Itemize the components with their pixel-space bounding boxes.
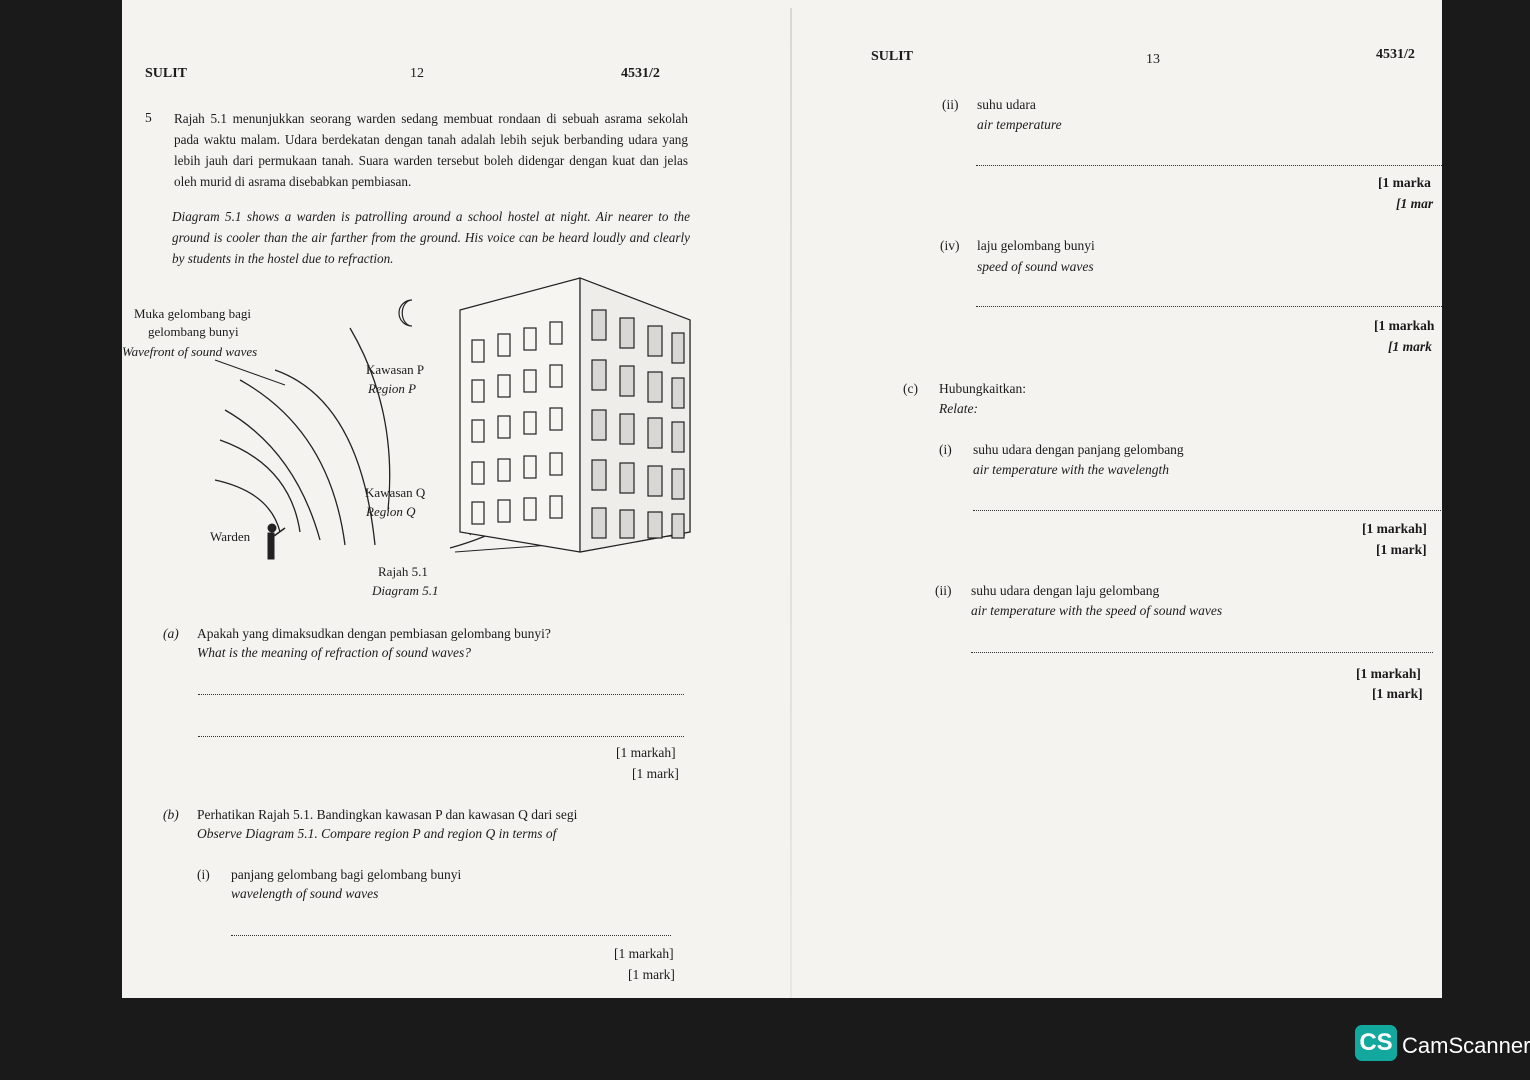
page-fold: [790, 8, 792, 998]
part-a-english: What is the meaning of refraction of sound waves?: [197, 645, 471, 660]
part-c-ii-english: air temperature with the speed of sound waves: [971, 603, 1223, 618]
left-header-code: 4531/2: [621, 66, 660, 81]
part-a-label: (a): [163, 626, 179, 641]
wavefront-3: [275, 370, 375, 545]
hostel-building-icon: [460, 278, 690, 552]
intro-english: Diagram 5.1 shows a warden is patrolling around a school hostel at night. Air nearer to the ground is cooler than the air farther from the ground. His voice can be heard loudly and clearly by students in the hostel due to refraction.: [172, 209, 690, 266]
part-b-i-english: wavelength of sound waves: [231, 886, 379, 901]
wavefront-1: [225, 410, 320, 540]
part-c-ii-mark-malay: [1 markah]: [1356, 666, 1421, 681]
sub-iv-english: speed of sound waves: [977, 259, 1094, 274]
wavefront-5: [220, 440, 300, 532]
sub-iv-malay: laju gelombang bunyi: [977, 238, 1095, 253]
warden-icon: [268, 524, 285, 559]
wavefront-label-english: Wavefront of sound waves: [122, 344, 258, 359]
right-header-code: 4531/2: [1376, 47, 1415, 62]
part-c-i-label: (i): [939, 442, 952, 457]
sub-ii-malay: suhu udara: [977, 97, 1036, 112]
part-a-mark-english: [1 mark]: [632, 766, 679, 781]
part-c-i-mark-malay: [1 markah]: [1362, 521, 1427, 536]
region-p-malay: Kawasan P: [366, 362, 425, 377]
sub-ii-mark-english: [1 mar: [1396, 196, 1434, 211]
question-number: 5: [145, 110, 152, 125]
sub-ii-mark-malay: [1 marka: [1378, 175, 1431, 190]
part-b-i-malay: panjang gelombang bagi gelombang bunyi: [231, 867, 462, 882]
sub-ii-answer-line[interactable]: [976, 165, 1442, 166]
part-b-label: (b): [163, 807, 179, 822]
sub-ii-label: (ii): [942, 97, 959, 112]
region-q-english: Region Q: [366, 504, 416, 519]
diagram-caption-english: Diagram 5.1: [372, 583, 439, 598]
intro-malay: Rajah 5.1 menunjukkan seorang warden sedang membuat rondaan di sebuah asrama sekolah pada waktu malam. Udara berdekatan dengan tanah adalah lebih sejuk berbanding udara yang lebih jauh dari permukaan tanah. Suara warden tersebut boleh didengar dengan kuat dan jelas oleh murid di asrama disebabkan pembiasan.: [174, 111, 688, 189]
part-c-i-mark-english: [1 mark]: [1376, 542, 1427, 557]
sub-iv-label: (iv): [940, 238, 960, 253]
wavefront-label-malay-2: gelombang bunyi: [148, 324, 239, 339]
part-c-ii-label: (ii): [935, 583, 952, 598]
part-c-i-answer-line[interactable]: [973, 510, 1441, 511]
part-b-i-answer-line[interactable]: [231, 935, 671, 936]
part-b-i-label: (i): [197, 867, 210, 882]
part-c-label: (c): [903, 381, 918, 396]
part-c-ii-malay: suhu udara dengan laju gelombang: [971, 583, 1160, 598]
part-c-english: Relate:: [939, 401, 978, 416]
part-a-answer-line-2[interactable]: [198, 736, 684, 737]
sub-iv-mark-english: [1 mark: [1388, 339, 1432, 354]
part-b-english: Observe Diagram 5.1. Compare region P and region Q in terms of: [197, 826, 557, 841]
region-q-malay: Kawasan Q: [365, 485, 426, 500]
part-c-ii-mark-english: [1 mark]: [1372, 686, 1423, 701]
right-header-sulit: SULIT: [871, 49, 914, 64]
part-a-mark-malay: [1 markah]: [616, 745, 676, 760]
warden-label: Warden: [210, 529, 251, 544]
part-a-answer-line-1[interactable]: [198, 694, 684, 695]
part-b-i-mark-malay: [1 markah]: [614, 946, 674, 961]
part-c-i-malay: suhu udara dengan panjang gelombang: [973, 442, 1184, 457]
part-c-malay: Hubungkaitkan:: [939, 381, 1026, 396]
sub-iv-answer-line[interactable]: [976, 306, 1442, 307]
left-header-sulit: SULIT: [145, 66, 188, 81]
right-header-page-no: 13: [1146, 52, 1160, 67]
sub-iv-mark-malay: [1 markah: [1374, 318, 1435, 333]
part-b-i-mark-english: [1 mark]: [628, 967, 675, 982]
moon-icon: [399, 300, 412, 326]
diagram-caption-malay: Rajah 5.1: [378, 564, 428, 579]
left-header-page-no: 12: [410, 66, 424, 81]
region-p-english: Region P: [368, 381, 417, 396]
part-a-malay: Apakah yang dimaksudkan dengan pembiasan gelombang bunyi?: [197, 626, 551, 641]
wavefront-pointer: [215, 360, 285, 385]
camscanner-brand: CamScanner: [1402, 1033, 1530, 1058]
camscanner-logo-icon: CS: [1355, 1025, 1397, 1061]
part-b-malay: Perhatikan Rajah 5.1. Bandingkan kawasan P dan kawasan Q dari segi: [197, 807, 578, 822]
wavefront-2: [240, 380, 345, 545]
sub-ii-english: air temperature: [977, 117, 1062, 132]
wavefront-4: [350, 328, 390, 510]
diagram-5-1: [120, 270, 700, 600]
part-c-i-english: air temperature with the wavelength: [973, 462, 1169, 477]
wavefront-label-malay-1: Muka gelombang bagi: [134, 306, 251, 321]
part-c-ii-answer-line[interactable]: [971, 652, 1433, 653]
